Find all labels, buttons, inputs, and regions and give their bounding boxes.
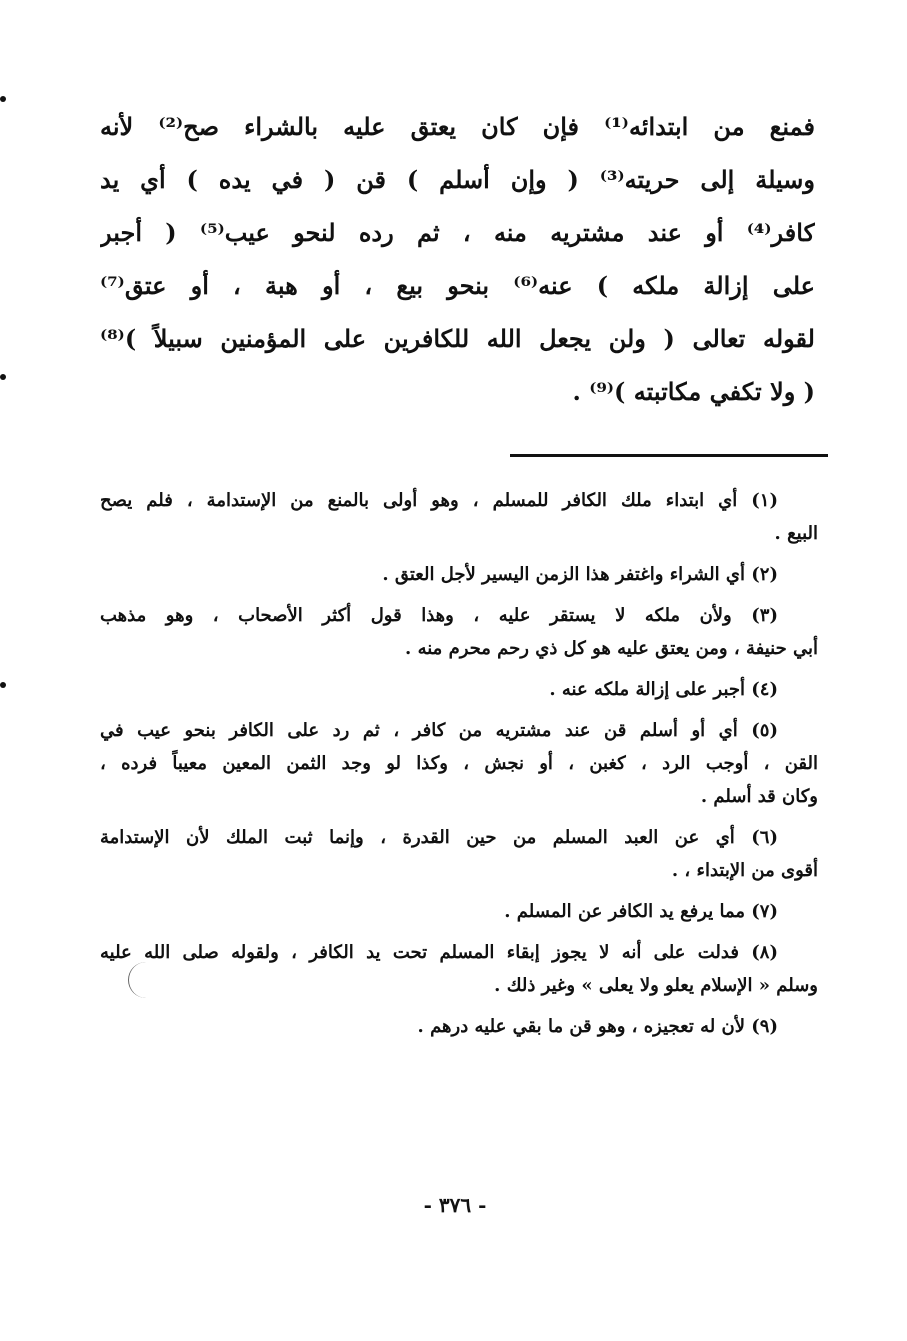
margin-dot-lower <box>0 682 6 688</box>
footnote-line: (١) أي ابتداء ملك الكافر للمسلم ، وهو أولى بالمنع من الإستدامة ، فلم يصح <box>100 490 778 511</box>
footnote-8 <box>100 936 818 1002</box>
footnote-5 <box>100 714 818 813</box>
main-text-line: على إزالة ملكه ) عنه⁽⁶⁾ بنحو بيع ، أو هبة ، أو عتق⁽⁷⁾ <box>100 271 815 300</box>
footnote-line: (٤) أجبر على إزالة ملكه عنه . <box>549 679 778 700</box>
margin-dot-middle <box>0 374 6 380</box>
footnote-line: (٦) أي عن العبد المسلم من حين القدرة ، وإنما ثبت الملك لأن الإستدامة <box>100 827 778 848</box>
footnote-9 <box>100 1010 818 1043</box>
footnote-1 <box>100 484 818 550</box>
footnote-4 <box>100 673 818 706</box>
main-text-line: وسيلة إلى حريته⁽³⁾ ( وإن أسلم ) قن ( في يده ) أي يد <box>100 165 815 194</box>
main-text-line: لقوله تعالى ( ولن يجعل الله للكافرين على المؤمنين سبيلاً )⁽⁸⁾ <box>100 324 815 353</box>
footnote-separator <box>510 454 828 457</box>
footnote-line: (٣) ولأن ملكه لا يستقر عليه ، وهذا قول أكثر الأصحاب ، وهو مذهب <box>100 605 778 626</box>
footnote-line: وكان قد أسلم . <box>700 786 818 807</box>
footnote-line: (٧) مما يرفع يد الكافر عن المسلم . <box>504 901 778 922</box>
main-text-line: كافر⁽⁴⁾ أو عند مشتريه منه ، ثم رده لنحو عيب⁽⁵⁾ ( أجبر <box>100 218 815 247</box>
footnote-line: القن ، أوجب الرد ، كغبن ، أو نجش ، وكذا لو وجد الثمن المعين معيباً فرده ، <box>100 753 818 774</box>
footnote-line: أبي حنيفة ، ومن يعتق عليه هو كل ذي رحم محرم منه . <box>405 638 818 659</box>
main-text-line: ( ولا تكفي مكاتبته )⁽⁹⁾ . <box>572 377 815 406</box>
main-text-line: فمنع من ابتدائه⁽¹⁾ فإن كان يعتق عليه بالشراء صح⁽²⁾ لأنه <box>100 112 815 141</box>
footnote-line: (٥) أي أو أسلم قن عند مشتريه من كافر ، ثم رد على الكافر بنحو عيب في <box>100 720 778 741</box>
footnote-line: (٢) أي الشراء واغتفر هذا الزمن اليسير لأجل العتق . <box>382 564 778 585</box>
footnote-2 <box>100 558 818 591</box>
footnote-line: البيع . <box>774 523 818 544</box>
margin-dot-top <box>0 96 6 102</box>
footnote-line: وسلم « الإسلام يعلو ولا يعلى » وغير ذلك . <box>494 975 818 996</box>
footnote-line: (٩) لأن له تعجيزه ، وهو قن ما بقي عليه درهم . <box>417 1016 778 1037</box>
footnote-6 <box>100 821 818 887</box>
main-text-body <box>100 100 815 418</box>
footnote-3 <box>100 599 818 665</box>
page-number: - ٣٧٦ - <box>423 1193 487 1217</box>
footnote-7 <box>100 895 818 928</box>
footnote-line: أقوى من الإبتداء ، . <box>671 860 818 881</box>
footnotes-section <box>100 484 818 1043</box>
footnote-line: (٨) فدلت على أنه لا يجوز إبقاء المسلم تحت يد الكافر ، ولقوله صلى الله عليه <box>100 942 778 963</box>
